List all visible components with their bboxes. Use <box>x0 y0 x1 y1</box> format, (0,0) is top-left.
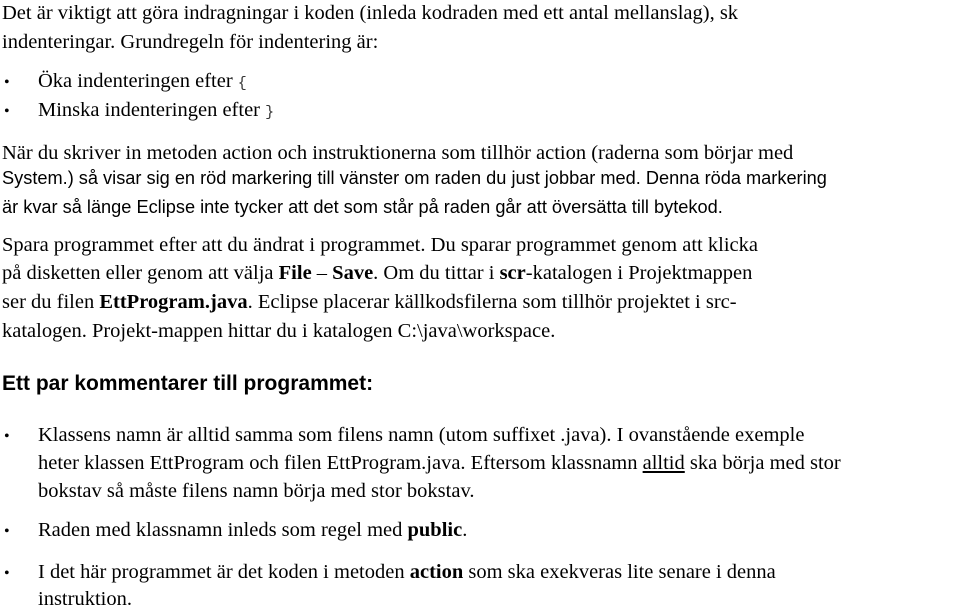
scr-folder-name: scr <box>499 262 526 284</box>
bullet-icon: • <box>4 428 10 445</box>
para1-line-3: är kvar så länge Eclipse inte tycker att det som står på raden går att översätta till bytekod. <box>2 197 723 217</box>
para1-line-1: När du skriver in metoden action och instruktionerna som tillhör action (raderna som börjar med <box>2 142 794 164</box>
comment-1-line-2c: . Eftersom klassnamn <box>460 452 638 474</box>
bullet-icon: • <box>4 565 10 582</box>
para2-line-2a: på disketten eller genom att välja <box>2 262 274 284</box>
java-file-name: EttProgram.java <box>99 291 248 313</box>
para2-line-2c: -katalogen i Projektmappen <box>525 262 753 284</box>
comment-1-line-3: bokstav så måste filens namn börja med stor bokstav. <box>38 480 475 502</box>
para2-line-1b: Du sparar programmet genom att klicka <box>430 234 758 256</box>
rule-increase-text: Öka indenteringen efter <box>38 70 233 92</box>
para2-line-1a: Spara programmet efter att du ändrat i programmet. <box>2 234 426 256</box>
comment-3-line-1 <box>38 562 776 583</box>
para1-line-2b: Denna röda markering <box>645 168 827 188</box>
comment-1-line-2a: heter klassen <box>38 452 145 474</box>
public-keyword: public <box>407 519 463 541</box>
save-menu-name: Save <box>332 262 374 284</box>
comment-1-line-2d: ska börja med stor <box>689 452 841 474</box>
comment-3b: som ska exekveras lite senare i denna <box>468 561 776 583</box>
para2-line-4: katalogen. Projekt-mappen hittar du i katalogen C:\java\workspace. <box>2 320 556 342</box>
open-brace-symbol: { <box>237 75 247 92</box>
para1-line-2a: System.) så visar sig en röd markering till vänster om raden du just jobbar med. <box>2 168 641 188</box>
comment-2 <box>38 520 467 541</box>
para2-line-1 <box>2 235 758 256</box>
bullet-icon: • <box>4 74 10 91</box>
rule-decrease <box>38 100 274 121</box>
comment-2a: Raden med klassnamn inleds som regel med <box>38 519 403 541</box>
comment-2b: . <box>462 519 468 541</box>
rule-decrease-text: Minska indenteringen efter <box>38 99 261 121</box>
action-keyword: action <box>409 561 464 583</box>
section-heading: Ett par kommentarer till programmet: <box>2 372 374 395</box>
intro-line-1: Det är viktigt att göra indragningar i koden (inleda kodraden med ett antal mellanslag), sk <box>2 2 739 24</box>
bullet-icon: • <box>4 523 10 540</box>
para2-line-2b: . Om du tittar i <box>373 262 495 284</box>
intro-line-2: indenteringar. Grundregeln för indentering är: <box>2 31 379 53</box>
comment-3a: I det här programmet är det koden i metoden <box>38 561 405 583</box>
file-name: EttProgram.java <box>326 452 461 474</box>
rule-increase <box>38 71 247 92</box>
para2-line-3 <box>2 292 737 313</box>
para1-line-2 <box>2 169 827 187</box>
menu-dash: – <box>316 262 328 284</box>
comment-1-line-2b: och filen <box>249 452 322 474</box>
comment-1-line-1: Klassens namn är alltid samma som filens namn (utom suffixet .java). I ovanstående exemple <box>38 424 805 446</box>
comment-1-line-2 <box>38 453 841 474</box>
bullet-icon: • <box>4 103 10 120</box>
para2-line-3a: ser du filen <box>2 291 95 313</box>
always-word: alltid <box>642 452 685 474</box>
file-menu-name: File <box>278 262 312 284</box>
class-name: EttProgram <box>149 452 245 474</box>
para2-line-2 <box>2 263 752 284</box>
comment-3-line-2: instruktion. <box>38 588 132 610</box>
para2-line-3b: . Eclipse placerar källkodsfilerna som tillhör projektet i src- <box>247 291 737 313</box>
close-brace-symbol: } <box>265 104 275 121</box>
